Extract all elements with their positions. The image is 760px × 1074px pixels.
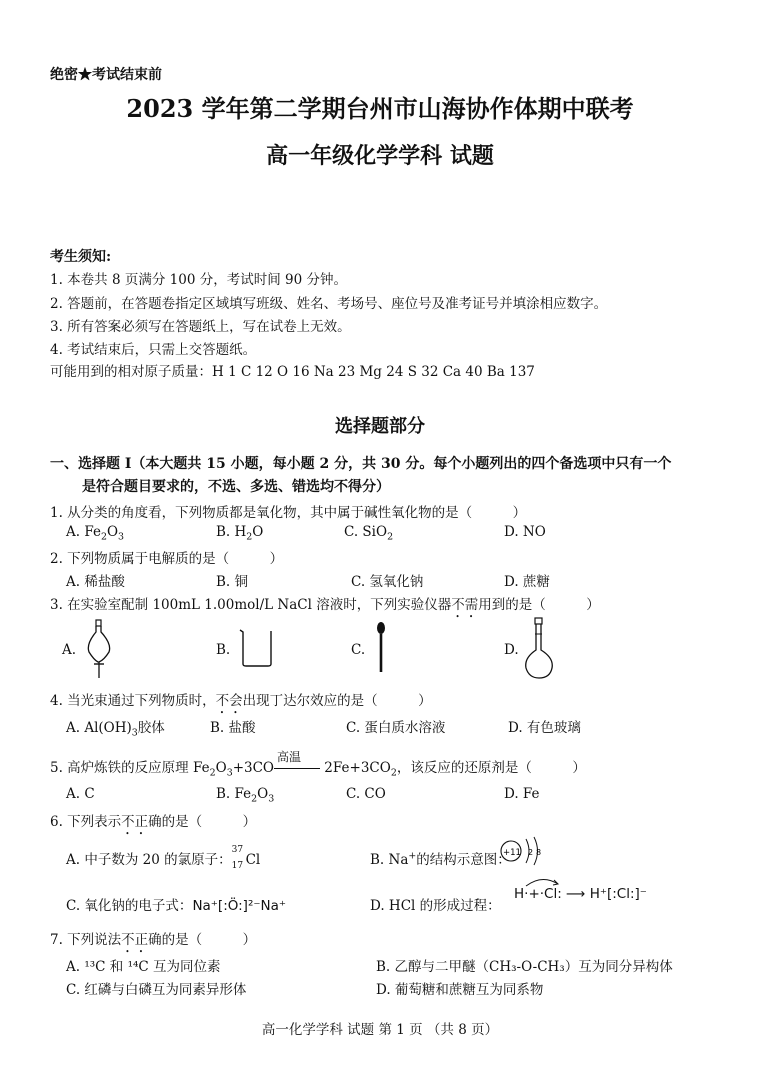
q7-option-d: D. 葡萄糖和蔗糖互为同系物 xyxy=(376,982,544,998)
electron-transfer-arrow-icon xyxy=(524,876,564,888)
notice-item-1: 1. 本卷共 8 页满分 100 分，考试时间 90 分钟。 xyxy=(50,272,347,288)
q5-option-d: D. Fe xyxy=(504,786,540,802)
q1-option-b: B. $H_2O$ xyxy=(216,524,264,543)
shell1-label: 2 xyxy=(528,848,534,857)
q5-option-b: B. $Fe_2O_3$ xyxy=(216,786,275,805)
notice-item-4: 4. 考试结束后，只需上交答题纸。 xyxy=(50,342,257,358)
exam-subtitle: 高一年级化学学科 试题 xyxy=(266,143,494,169)
beaker-icon xyxy=(238,628,274,668)
hcl-formation-diagram: H·+·Cl: ⟶ H⁺[:Cl:]⁻ xyxy=(514,886,647,902)
atomic-mass-line: 可能用到的相对原子质量：H 1 C 12 O 16 Na 23 Mg 24 S 32 Ca 40 Ba 137 xyxy=(50,364,535,380)
shell2-label: 8 xyxy=(536,848,542,857)
q7-option-c: C. 红磷与白磷互为同素异形体 xyxy=(66,982,247,998)
separatory-funnel-icon xyxy=(84,620,114,680)
q7-option-b: B. 乙醇与二甲醚（CH₃-O-CH₃）互为同分异构体 xyxy=(376,959,673,975)
q2-option-c: C. 氢氧化钠 xyxy=(351,574,424,590)
q2-option-a: A. 稀盐酸 xyxy=(66,574,125,590)
q5-stem: 5. 高炉炼铁的反应原理 $Fe_2O_3+3CO$ 高温 $2Fe+3CO_2$，该反应的还原剂是（ ） xyxy=(50,749,586,779)
q5-option-a: A. C xyxy=(66,786,95,802)
q3-option-a: A. xyxy=(62,642,77,658)
q3-stem: 3. 在实验室配制 100mL 1.00mol/L NaCl 溶液时，下列实验仪器不需用到的是（ ） xyxy=(50,597,600,613)
q4-option-c: C. 蛋白质水溶液 xyxy=(346,720,446,736)
q3-option-d: D. xyxy=(504,642,519,658)
q6-option-a: A. 中子数为 20 的氯原子： 37 17 Cl xyxy=(66,844,261,871)
na-ion-structure-diagram xyxy=(498,836,550,872)
q2-option-b: B. 铜 xyxy=(216,574,249,590)
page-footer: 高一化学学科 试题 第 1 页 （共 8 页） xyxy=(261,1022,499,1038)
q7-option-a: A. ¹³C 和 ¹⁴C 互为同位素 xyxy=(66,959,221,975)
q5-option-c: C. CO xyxy=(346,786,386,802)
q4-option-d: D. 有色玻璃 xyxy=(508,720,581,736)
q6-option-c: C. 氧化钠的电子式：Na⁺[:Ö:]²⁻Na⁺ xyxy=(66,898,286,914)
nucleus-charge-label: +11 xyxy=(503,848,521,858)
confidential-mark: 绝密★考试结束前 xyxy=(50,67,162,83)
q1-stem: 1. 从分类的角度看，下列物质都是氧化物，其中属于碱性氧化物的是（ ） xyxy=(50,505,527,521)
q4-option-a: A. $Al(OH)_3$胶体 xyxy=(66,720,165,739)
q6-option-d: D. HCl 的形成过程： xyxy=(370,898,501,914)
q3-option-b: B. xyxy=(216,642,231,658)
q1-option-c: C. SiO$_2$ xyxy=(344,524,394,543)
q1-option-a: A. $Fe_2O_3$ xyxy=(66,524,125,543)
q6-stem: 6. 下列表示不正确的是（ ） xyxy=(50,814,257,830)
q7-stem: 7. 下列说法不正确的是（ ） xyxy=(50,932,257,948)
dropper-icon xyxy=(374,622,388,674)
q2-option-d: D. 蔗糖 xyxy=(504,574,550,590)
section-title: 选择题部分 xyxy=(335,416,425,437)
q4-option-b: B. 盐酸 xyxy=(210,720,256,736)
volumetric-flask-icon xyxy=(520,618,560,680)
q2-stem: 2. 下列物质属于电解质的是（ ） xyxy=(50,551,284,567)
q3-option-c: C. xyxy=(351,642,366,658)
notice-item-2: 2. 答题前，在答题卷指定区域填写班级、姓名、考场号、座位号及准考证号并填涂相应数字。 xyxy=(50,296,608,312)
part1-instruction-line2: 是符合题目要求的，不选、多选、错选均不得分） xyxy=(82,479,390,495)
part1-instruction-line1: 一、选择题 I（本大题共 15 小题，每小题 2 分，共 30 分。每个小题列出的四个备选项中只有一个 xyxy=(50,456,672,472)
q6-option-b: B. Na+的结构示意图： xyxy=(370,850,511,868)
q4-stem: 4. 当光束通过下列物质时，不会出现丁达尔效应的是（ ） xyxy=(50,693,432,709)
exam-title: 2023 学年第二学期台州市山海协作体期中联考 xyxy=(126,94,634,123)
notice-heading: 考生须知: xyxy=(50,249,112,265)
q1-option-d: D. NO xyxy=(504,524,546,540)
notice-item-3: 3. 所有答案必须写在答题纸上，写在试卷上无效。 xyxy=(50,319,351,335)
